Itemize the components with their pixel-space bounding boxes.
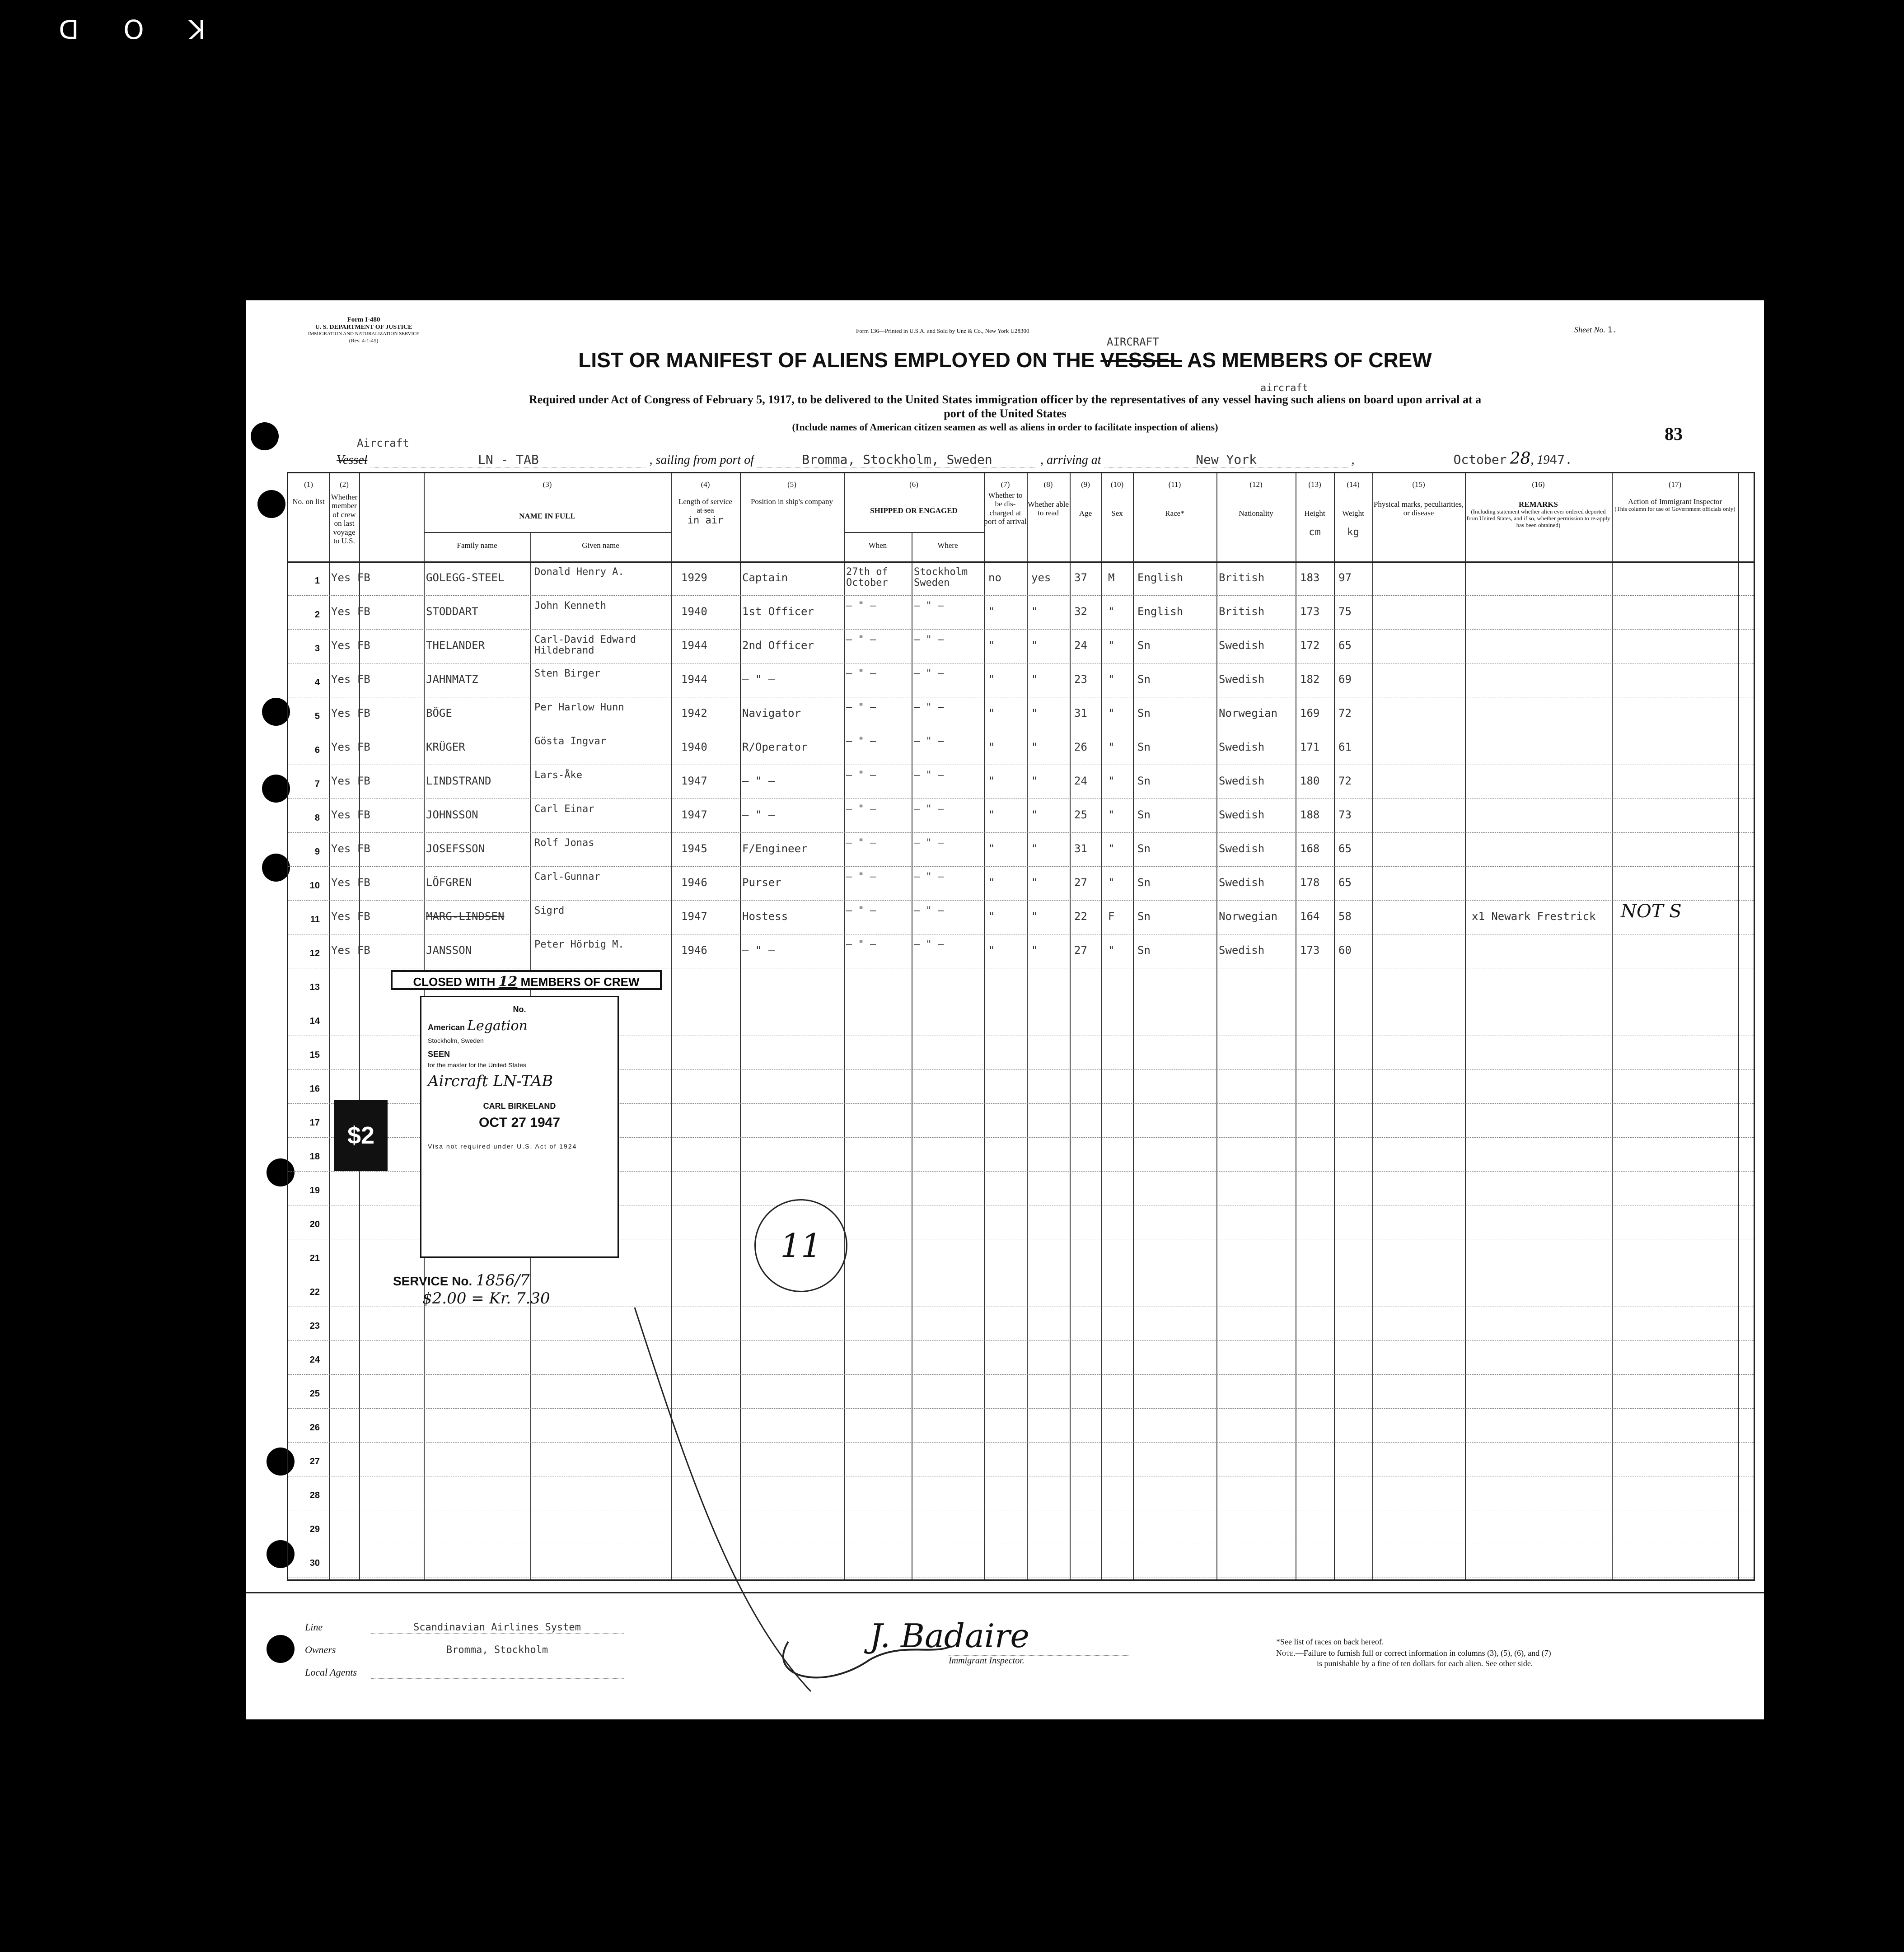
cell-family: STODDART [426, 605, 478, 618]
line-row: Line Scandinavian Airlines System [305, 1621, 624, 1634]
cell-age: 26 [1074, 741, 1087, 753]
row-number: 22 [309, 1287, 320, 1297]
cell-when: – " – [846, 702, 876, 713]
col-header-1: (1) No. on list [292, 480, 325, 506]
cell-family: LINDSTRAND [426, 775, 491, 787]
cell-action: NOT S [1621, 901, 1682, 922]
cell-weight: 72 [1338, 707, 1352, 719]
cell-given: Per Harlow Hunn [534, 702, 624, 713]
cell-disch: " [988, 910, 995, 923]
cell-age: 23 [1074, 673, 1087, 686]
cell-family: GOLEGG-STEEL [426, 571, 505, 584]
cell-read: " [1031, 944, 1038, 957]
row-number: 12 [309, 948, 320, 958]
row-number: 10 [309, 881, 320, 891]
cell-nationality: Swedish [1219, 775, 1265, 787]
cell-service: 1947 [681, 775, 707, 787]
cell-nationality: Swedish [1219, 808, 1265, 821]
cell-weight: 72 [1338, 775, 1352, 787]
cell-remarks: x1 Newark Frestrick [1472, 910, 1596, 923]
cell-nationality: British [1219, 605, 1265, 618]
cell-sex: " [1108, 741, 1115, 753]
col-header-4: (4) Length of service at sea in air [678, 480, 732, 526]
cell-where: – " – [914, 668, 944, 679]
cell-read: " [1031, 775, 1038, 787]
cell-where: – " – [914, 871, 944, 883]
manifest-sheet [246, 300, 1764, 1719]
col-header-8: (8) Whether able to read [1027, 480, 1069, 518]
cell-read: " [1031, 842, 1038, 855]
cell-crew: Yes FB [331, 876, 370, 889]
cell-when: – " – [846, 905, 876, 916]
cell-age: 24 [1074, 639, 1087, 652]
col-header-when: When [868, 541, 887, 550]
closed-stamp: CLOSED WITH 12 MEMBERS OF CREW [391, 970, 662, 990]
col-header-2: (2) Whether member of crew on last voyage to U.S. [331, 480, 358, 546]
cell-when: – " – [846, 770, 876, 781]
cell-where: – " – [914, 803, 944, 815]
cell-position: Purser [742, 876, 781, 889]
cell-disch: " [988, 808, 995, 821]
col-header-11: (11) Race* [1165, 480, 1184, 518]
cell-disch: " [988, 775, 995, 787]
cell-height: 188 [1300, 808, 1320, 821]
col-header-14: (14) Weight kg [1342, 480, 1364, 538]
cell-given: Donald Henry A. [534, 566, 624, 578]
cell-service: 1940 [681, 605, 707, 618]
row-number: 21 [309, 1253, 320, 1263]
cell-where: – " – [914, 905, 944, 916]
voyage-line: Vessel LN - TAB , sailing from port of Bromma, Stockholm, Sweden , arriving at New York , October 28, 1947. [337, 449, 1572, 468]
col-header-5: (5) Position in ship's company [750, 480, 833, 506]
cell-crew: Yes FB [331, 910, 370, 923]
vessel-value: LN - TAB [370, 452, 646, 467]
fee-stamp: $2 [334, 1100, 388, 1171]
service-name: IMMIGRATION AND NATURALIZATION SERVICE [308, 331, 420, 336]
cell-sex: " [1108, 639, 1115, 652]
cell-disch: " [988, 944, 995, 957]
penalty-note-2: is punishable by a fine of ten dollars for each alien. See other side. [1317, 1659, 1533, 1668]
col-header-7: (7) Whether to be dis-charged at port of arrival [984, 480, 1027, 526]
cell-race: Sn [1137, 775, 1151, 787]
cell-disch: " [988, 673, 995, 686]
col-header-3: (3) NAME IN FULL [519, 480, 575, 520]
cell-read: " [1031, 639, 1038, 652]
row-number: 23 [309, 1321, 320, 1331]
service-number: SERVICE No. 1856/7 [393, 1271, 530, 1289]
arrival-year: 47. [1549, 452, 1572, 467]
cell-position: – " – [742, 808, 775, 821]
cell-position: Navigator [742, 707, 801, 719]
row-number: 13 [309, 982, 320, 992]
title-insert-aircraft: AIRCRAFT [1107, 336, 1159, 348]
cell-nationality: Swedish [1219, 673, 1265, 686]
sheet-number: Sheet No. 1. [1574, 325, 1618, 335]
col-header-15: (15) Physical marks, peculiarities, or disease [1373, 480, 1464, 518]
cell-sex: " [1108, 673, 1115, 686]
cell-where: – " – [914, 702, 944, 713]
cell-read: yes [1031, 571, 1051, 584]
form-number: Form I-480 [347, 316, 380, 323]
row-number: 20 [309, 1219, 320, 1229]
col-header-6: (6) SHIPPED OR ENGAGED [870, 480, 958, 515]
row-number: 29 [309, 1524, 320, 1534]
col-header-16: (16) REMARKS (Including statement whether alien ever ordered deported from United States, and if so, whether permission to re-apply has been obtained) [1466, 480, 1610, 528]
cell-height: 182 [1300, 673, 1320, 686]
row-number: 1 [314, 576, 320, 586]
penalty-note: Note.—Failure to furnish full or correct information in columns (3), (5), (6), and (7) [1276, 1648, 1551, 1658]
cell-weight: 58 [1338, 910, 1352, 923]
row-number: 16 [309, 1084, 320, 1094]
circled-mark: 11 [754, 1199, 847, 1292]
cell-when: – " – [846, 736, 876, 747]
cell-age: 37 [1074, 571, 1087, 584]
cell-read: " [1031, 605, 1038, 618]
cell-race: Sn [1137, 876, 1151, 889]
cell-given: Peter Hörbig M. [534, 939, 624, 950]
cell-height: 173 [1300, 944, 1320, 957]
cell-service: 1945 [681, 842, 707, 855]
cell-where: Stockholm Sweden [914, 566, 968, 588]
arrival-month: October [1453, 452, 1507, 467]
cell-crew: Yes FB [331, 571, 370, 584]
row-number: 4 [314, 677, 320, 687]
cell-given: Carl-David Edward Hildebrand [534, 634, 636, 656]
department: U. S. DEPARTMENT OF JUSTICE [315, 324, 412, 331]
cell-disch: no [988, 571, 1001, 584]
row-number: 8 [314, 813, 320, 823]
cell-when: – " – [846, 668, 876, 679]
cell-race: Sn [1137, 944, 1151, 957]
row-number: 30 [309, 1558, 320, 1568]
cell-weight: 73 [1338, 808, 1352, 821]
col-header-12: (12) Nationality [1239, 480, 1273, 518]
consular-stamp: No. American Legation Stockholm, Sweden SEEN for the master for the United States Aircraft LN-TAB CARL BIRKELAND OCT 27 1947 Visa not required under U.S. Act of 1924 [420, 996, 619, 1258]
cell-position: Captain [742, 571, 788, 584]
fee-note: $2.00 = Kr. 7.30 [422, 1289, 550, 1308]
cell-where: – " – [914, 939, 944, 950]
cell-given: Rolf Jonas [534, 837, 594, 849]
cell-disch: " [988, 707, 995, 719]
cell-family: MARG-LINDSEN [426, 910, 505, 923]
col-header-family: Family name [457, 541, 497, 550]
cell-sex: " [1108, 605, 1115, 618]
cell-service: 1944 [681, 673, 707, 686]
cell-when: – " – [846, 939, 876, 950]
cell-age: 31 [1074, 707, 1087, 719]
cell-sex: " [1108, 808, 1115, 821]
inspector-signature: J. Badaire [870, 1617, 1029, 1655]
col-header-where: Where [937, 541, 958, 550]
cell-race: Sn [1137, 910, 1151, 923]
cell-nationality: Swedish [1219, 842, 1265, 855]
page-title: LIST OR MANIFEST OF ALIENS EMPLOYED ON THE VESSEL AS MEMBERS OF CREW [578, 348, 1432, 372]
cell-family: THELANDER [426, 639, 485, 652]
cell-read: " [1031, 707, 1038, 719]
row-number: 3 [314, 644, 320, 654]
revision: (Rev. 4-1-45) [349, 337, 379, 344]
cell-nationality: Swedish [1219, 944, 1265, 957]
cell-crew: Yes FB [331, 741, 370, 753]
col-header-given: Given name [582, 541, 619, 550]
cell-service: 1946 [681, 876, 707, 889]
subtitle-insert-aircraft: aircraft [1260, 383, 1308, 394]
cell-service: 1947 [681, 808, 707, 821]
cell-height: 172 [1300, 639, 1320, 652]
cell-weight: 65 [1338, 876, 1352, 889]
cell-age: 22 [1074, 910, 1087, 923]
cell-service: 1929 [681, 571, 707, 584]
cell-read: " [1031, 876, 1038, 889]
agents-row: Local Agents [305, 1667, 624, 1679]
cell-race: Sn [1137, 673, 1151, 686]
cell-position: – " – [742, 775, 775, 787]
cell-race: Sn [1137, 707, 1151, 719]
cell-age: 24 [1074, 775, 1087, 787]
cell-weight: 65 [1338, 639, 1352, 652]
cell-position: 2nd Officer [742, 639, 814, 652]
cell-where: – " – [914, 600, 944, 612]
cell-family: JOSEFSSON [426, 842, 485, 855]
cell-where: – " – [914, 837, 944, 849]
cell-sex: " [1108, 944, 1115, 957]
row-number: 14 [309, 1016, 320, 1026]
cell-when: – " – [846, 600, 876, 612]
cell-age: 31 [1074, 842, 1087, 855]
cell-given: John Kenneth [534, 600, 606, 612]
col-header-13: (13) Height cm [1304, 480, 1325, 538]
cell-service: 1944 [681, 639, 707, 652]
cell-given: Sten Birger [534, 668, 600, 679]
cell-family: JOHNSSON [426, 808, 478, 821]
cell-when: – " – [846, 837, 876, 849]
row-number: 2 [314, 610, 320, 620]
row-number: 15 [309, 1050, 320, 1060]
cell-crew: Yes FB [331, 842, 370, 855]
inspector-label: Immigrant Inspector. [949, 1655, 1129, 1666]
cell-where: – " – [914, 736, 944, 747]
cell-age: 32 [1074, 605, 1087, 618]
cell-service: 1940 [681, 741, 707, 753]
cell-position: – " – [742, 673, 775, 686]
row-number: 27 [309, 1457, 320, 1466]
cell-crew: Yes FB [331, 673, 370, 686]
cell-race: Sn [1137, 639, 1151, 652]
row-number: 28 [309, 1490, 320, 1500]
cell-service: 1942 [681, 707, 707, 719]
cell-height: 173 [1300, 605, 1320, 618]
races-note: *See list of races on back hereof. [1276, 1637, 1384, 1646]
arrival-day: 28 [1510, 449, 1531, 468]
cell-position: 1st Officer [742, 605, 814, 618]
cell-disch: " [988, 605, 995, 618]
cell-when: – " – [846, 871, 876, 883]
cell-given: Carl Einar [534, 803, 594, 815]
cell-when: 27th of October [846, 566, 888, 588]
cell-given: Gösta Ingvar [534, 736, 606, 747]
cell-nationality: Swedish [1219, 639, 1265, 652]
cell-weight: 65 [1338, 842, 1352, 855]
cell-age: 27 [1074, 944, 1087, 957]
cell-height: 169 [1300, 707, 1320, 719]
cell-when: – " – [846, 634, 876, 645]
cell-race: English [1137, 571, 1184, 584]
corner-marks: K O D [41, 14, 206, 44]
sailing-port: Bromma, Stockholm, Sweden [757, 452, 1037, 467]
cell-weight: 69 [1338, 673, 1352, 686]
cell-weight: 97 [1338, 571, 1352, 584]
cell-when: – " – [846, 803, 876, 815]
cell-family: JANSSON [426, 944, 472, 957]
cell-position: R/Operator [742, 741, 808, 753]
cell-height: 164 [1300, 910, 1320, 923]
cell-sex: " [1108, 876, 1115, 889]
row-number: 11 [310, 915, 320, 925]
pen-stroke [246, 300, 1764, 1719]
subtitle-line-1: Required under Act of Congress of February 5, 1917, to be delivered to the United States immigration officer by the representatives of any vessel having such aliens on board upon arrival at a [529, 393, 1482, 406]
cell-family: KRÜGER [426, 741, 465, 753]
cell-position: Hostess [742, 910, 788, 923]
col-header-10: (10) Sex [1110, 480, 1124, 518]
cell-family: BÖGE [426, 707, 452, 719]
cell-sex: " [1108, 707, 1115, 719]
cell-nationality: Norwegian [1219, 707, 1278, 719]
cell-nationality: Swedish [1219, 741, 1265, 753]
cell-given: Lars-Åke [534, 770, 582, 781]
cell-disch: " [988, 876, 995, 889]
cell-where: – " – [914, 770, 944, 781]
cell-weight: 60 [1338, 944, 1352, 957]
cell-disch: " [988, 842, 995, 855]
cell-race: Sn [1137, 808, 1151, 821]
row-number: 7 [314, 779, 320, 789]
cell-nationality: Norwegian [1219, 910, 1278, 923]
row-number: 17 [309, 1118, 320, 1128]
cell-position: – " – [742, 944, 775, 957]
cell-family: JAHNMATZ [426, 673, 478, 686]
cell-weight: 75 [1338, 605, 1352, 618]
cell-crew: Yes FB [331, 707, 370, 719]
col-header-9: (9) Age [1079, 480, 1092, 518]
owners-row: Owners Bromma, Stockholm [305, 1644, 624, 1656]
row-number: 25 [309, 1389, 320, 1399]
cell-read: " [1031, 741, 1038, 753]
subtitle-line-2: port of the United States [944, 407, 1067, 420]
cell-crew: Yes FB [331, 944, 370, 957]
cell-race: Sn [1137, 842, 1151, 855]
cell-read: " [1031, 808, 1038, 821]
row-number: 9 [314, 847, 320, 857]
cell-disch: " [988, 741, 995, 753]
cell-read: " [1031, 673, 1038, 686]
row-number: 24 [309, 1355, 320, 1365]
cell-sex: F [1108, 910, 1115, 923]
cell-sex: M [1108, 571, 1115, 584]
cell-position: F/Engineer [742, 842, 808, 855]
cell-height: 180 [1300, 775, 1320, 787]
page-number: 83 [1665, 424, 1683, 444]
cell-family: LÖFGREN [426, 876, 472, 889]
arriving-port: New York [1104, 452, 1348, 467]
cell-race: English [1137, 605, 1184, 618]
row-number: 5 [314, 711, 320, 721]
vessel-insert: Aircraft [357, 437, 409, 449]
row-number: 19 [309, 1186, 320, 1195]
row-number: 18 [309, 1152, 320, 1162]
cell-read: " [1031, 910, 1038, 923]
cell-race: Sn [1137, 741, 1151, 753]
cell-height: 183 [1300, 571, 1320, 584]
cell-sex: " [1108, 842, 1115, 855]
cell-age: 25 [1074, 808, 1087, 821]
col-header-17: (17) Action of Immigrant Inspector (This column for use of Government officials only) [1614, 480, 1736, 513]
cell-weight: 61 [1338, 741, 1352, 753]
cell-nationality: British [1219, 571, 1265, 584]
cell-age: 27 [1074, 876, 1087, 889]
row-number: 6 [314, 745, 320, 755]
cell-crew: Yes FB [331, 605, 370, 618]
cell-service: 1946 [681, 944, 707, 957]
cell-nationality: Swedish [1219, 876, 1265, 889]
cell-where: – " – [914, 634, 944, 645]
cell-given: Carl-Gunnar [534, 871, 600, 883]
cell-crew: Yes FB [331, 775, 370, 787]
cell-sex: " [1108, 775, 1115, 787]
printer-line: Form 136—Printed in U.S.A. and Sold by Unz & Co., New York U28300 [856, 327, 1029, 334]
row-number: 26 [309, 1423, 320, 1433]
cell-service: 1947 [681, 910, 707, 923]
vessel-label: Vessel [337, 453, 368, 467]
cell-height: 178 [1300, 876, 1320, 889]
cell-height: 171 [1300, 741, 1320, 753]
cell-crew: Yes FB [331, 808, 370, 821]
cell-height: 168 [1300, 842, 1320, 855]
cell-crew: Yes FB [331, 639, 370, 652]
subtitle-note: (Include names of American citizen seamen as well as aliens in order to facilitate inspection of aliens) [792, 421, 1218, 433]
cell-disch: " [988, 639, 995, 652]
cell-given: Sigrd [534, 905, 565, 916]
